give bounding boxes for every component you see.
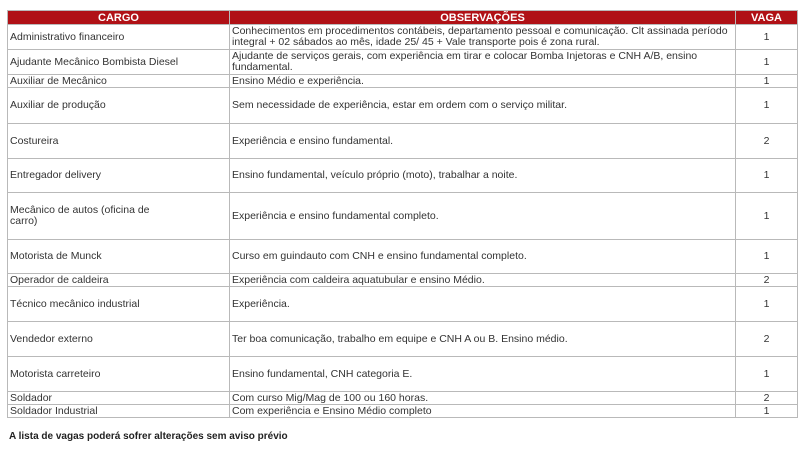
footer-note: A lista de vagas poderá sofrer alterações sem aviso prévio	[9, 431, 288, 442]
observacoes-cell: Curso em guindauto com CNH e ensino fundamental completo.	[230, 240, 736, 274]
table-row	[8, 405, 798, 418]
cargo-cell: Operador de caldeira	[8, 274, 230, 287]
vaga-cell: 1	[736, 88, 798, 124]
observacoes-cell: Ensino fundamental, veículo próprio (moto), trabalhar a noite.	[230, 159, 736, 193]
header-vaga: VAGA	[736, 11, 798, 25]
header-observacoes: OBSERVAÇÕES	[230, 11, 736, 25]
table-row	[8, 322, 798, 357]
observacoes-cell: Com curso Mig/Mag de 100 ou 160 horas.	[230, 392, 736, 405]
table-row	[8, 50, 798, 75]
cargo-cell: Ajudante Mecânico Bombista Diesel	[8, 50, 230, 75]
table-row	[8, 159, 798, 193]
cargo-cell: Técnico mecânico industrial	[8, 287, 230, 322]
vaga-cell: 2	[736, 322, 798, 357]
vaga-cell: 1	[736, 193, 798, 240]
table-row	[8, 75, 798, 88]
cargo-cell: Auxiliar de Mecânico	[8, 75, 230, 88]
table-row	[8, 287, 798, 322]
vaga-cell: 2	[736, 124, 798, 159]
cargo-cell: Soldador Industrial	[8, 405, 230, 418]
observacoes-cell: Com experiência e Ensino Médio completo	[230, 405, 736, 418]
vaga-cell: 1	[736, 75, 798, 88]
table-row	[8, 88, 798, 124]
cargo-cell: Entregador delivery	[8, 159, 230, 193]
vaga-cell: 1	[736, 240, 798, 274]
observacoes-cell: Conhecimentos em procedimentos contábeis, departamento pessoal e comunicação. Clt assinada período integral + 02 sábados ao mês, idade 25/ 45 + Vale transporte pois é zona rural.	[230, 25, 736, 50]
table-row	[8, 240, 798, 274]
table-row	[8, 25, 798, 50]
vaga-cell: 1	[736, 405, 798, 418]
cargo-cell: Mecânico de autos (oficina de carro)	[8, 193, 230, 240]
table-row	[8, 193, 798, 240]
cargo-cell: Administrativo financeiro	[8, 25, 230, 50]
vaga-cell: 1	[736, 159, 798, 193]
cargo-cell: Vendedor externo	[8, 322, 230, 357]
cargo-cell: Motorista carreteiro	[8, 357, 230, 392]
vaga-cell: 2	[736, 392, 798, 405]
cargo-cell: Soldador	[8, 392, 230, 405]
cargo-cell: Costureira	[8, 124, 230, 159]
vaga-cell: 1	[736, 50, 798, 75]
vagas-table	[7, 10, 798, 418]
observacoes-cell: Ter boa comunicação, trabalho em equipe e CNH A ou B. Ensino médio.	[230, 322, 736, 357]
table-header-row	[8, 11, 798, 25]
observacoes-cell: Experiência.	[230, 287, 736, 322]
table-row	[8, 274, 798, 287]
table-row	[8, 124, 798, 159]
table-row	[8, 357, 798, 392]
observacoes-cell: Experiência e ensino fundamental.	[230, 124, 736, 159]
observacoes-cell: Experiência e ensino fundamental completo.	[230, 193, 736, 240]
vaga-cell: 2	[736, 274, 798, 287]
vaga-cell: 1	[736, 287, 798, 322]
observacoes-cell: Ajudante de serviços gerais, com experiência em tirar e colocar Bomba Injetoras e CNH A/B, ensino fundamental.	[230, 50, 736, 75]
header-cargo: CARGO	[8, 11, 230, 25]
observacoes-cell: Experiência com caldeira aquatubular e ensino Médio.	[230, 274, 736, 287]
table-row	[8, 392, 798, 405]
observacoes-cell: Ensino Médio e experiência.	[230, 75, 736, 88]
observacoes-cell: Ensino fundamental, CNH categoria E.	[230, 357, 736, 392]
cargo-cell: Motorista de Munck	[8, 240, 230, 274]
cargo-cell: Auxiliar de produção	[8, 88, 230, 124]
vaga-cell: 1	[736, 25, 798, 50]
observacoes-cell: Sem necessidade de experiência, estar em ordem com o serviço militar.	[230, 88, 736, 124]
vaga-cell: 1	[736, 357, 798, 392]
